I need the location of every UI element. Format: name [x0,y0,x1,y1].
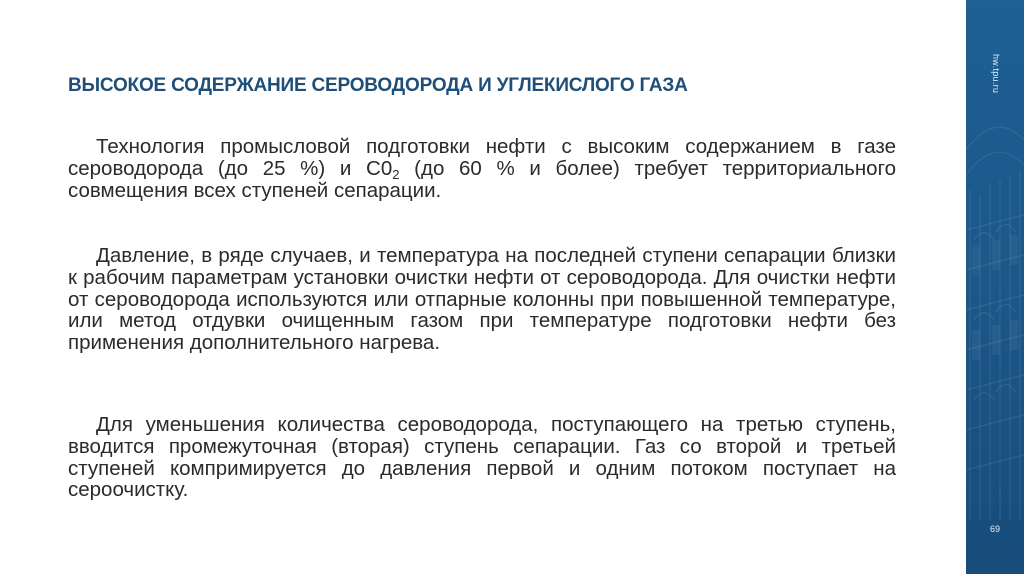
paragraph-1-text-start: Технология промысловой подготовки нефти с высоким содержанием в газе сероводорода (до 25 %) и С0 [68,135,896,180]
paragraph-1-text-end: (до 60 % и более) требует территориального совмещения всех ступеней сепарации. [68,156,896,202]
paragraph-2: Давление, в ряде случаев, и температура на последней ступени сепарации близки к рабочим параметрам установки очистки нефти от сероводорода. Для очистки нефти от сероводорода используются или отпарные колонны при повышенной температуре, или метод отдувки очищенным газом при температуре подготовки нефти без применения дополнительного нагрева. [68,244,896,355]
paragraph-1 [68,136,896,201]
co2-subscript: 2 [392,166,400,182]
slide-title: ВЫСОКОЕ СОДЕРЖАНИЕ СЕРОВОДОРОДА И УГЛЕКИСЛОГО ГАЗА [68,75,688,96]
site-url[interactable]: hw.tpu.ru [991,54,1001,94]
paragraph-3: Для уменьшения количества сероводорода, поступающего на третью ступень, вводится промежуточная (вторая) ступень сепарации. Газ со второй и третьей ступеней компримируется до давления первой и одним потоком поступает на сероочистку. [68,413,896,502]
page-number: 69 [989,524,1000,534]
